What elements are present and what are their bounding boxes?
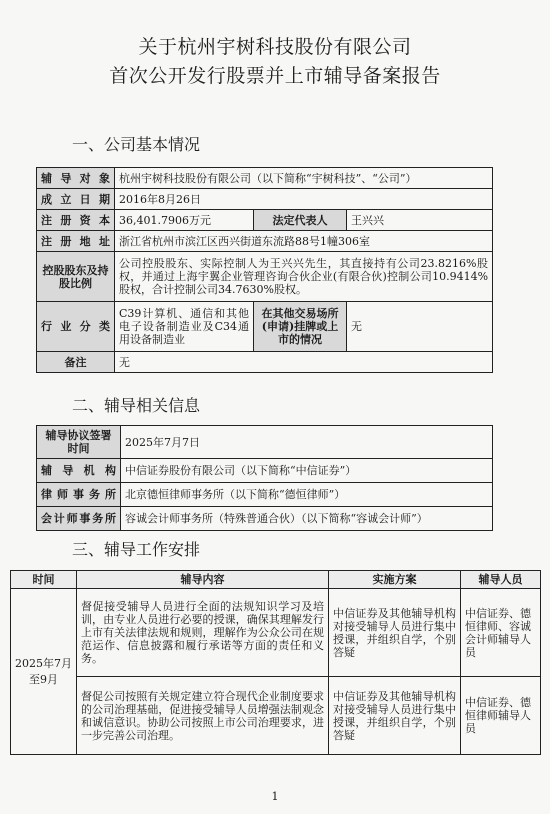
subject-label: 辅导对象 xyxy=(37,168,115,189)
table-row xyxy=(37,459,493,483)
table-row xyxy=(37,483,493,507)
controller-label: 控股股东及持股比例 xyxy=(37,252,115,302)
subject-value: 杭州宇树科技股份有限公司（以下简称“宇树科技”、“公司”） xyxy=(115,168,493,189)
content-cell: 督促公司按照有关规定建立符合现代企业制度要求的公司治理基础，促进接受辅导人员增强法制观念和诚信意识。协助公司按照上市公司治理要求，进一步完善公司治理。 xyxy=(77,677,329,755)
remarks-label: 备注 xyxy=(37,352,115,373)
table-row xyxy=(11,677,541,755)
other-exchange-label: 在其他交易场所(申请)挂牌或上市的情况 xyxy=(254,302,347,352)
header-time: 时间 xyxy=(11,571,77,589)
section3-heading: 三、辅导工作安排 xyxy=(72,540,201,559)
section1-heading: 一、公司基本情况 xyxy=(72,135,201,154)
table-row xyxy=(37,189,493,210)
header-content: 辅导内容 xyxy=(77,571,329,589)
founded-value: 2016年8月26日 xyxy=(115,189,493,210)
legal-rep-label: 法定代表人 xyxy=(254,210,347,231)
staff-cell: 中信证券、德恒律师辅导人员 xyxy=(461,677,541,755)
other-exchange-value: 无 xyxy=(347,302,493,352)
address-value: 浙江省杭州市滨江区西兴街道东流路88号1幢306室 xyxy=(115,231,493,252)
industry-label: 行业分类 xyxy=(37,302,115,352)
table-row xyxy=(11,571,541,589)
legal-rep-value: 王兴兴 xyxy=(347,210,493,231)
page-number: 1 xyxy=(271,790,279,803)
capital-label: 注册资本 xyxy=(37,210,115,231)
institution-value: 中信证券股份有限公司（以下简称“中信证券”） xyxy=(121,459,493,483)
header-plan: 实施方案 xyxy=(329,571,461,589)
founded-label: 成立日期 xyxy=(37,189,115,210)
remarks-value: 无 xyxy=(115,352,493,373)
law-firm-label: 律师事务所 xyxy=(37,483,121,507)
controller-value: 公司控股股东、实际控制人为王兴兴先生，其直接持有公司23.8216%股权，并通过上海宇翼企业管理咨询合伙企业(有限合伙)控制公司10.9414%股权，合计控制公司34.7630%股权。 xyxy=(115,252,493,302)
accounting-value: 容诚会计师事务所（特殊普通合伙）（以下简称“容诚会计师”） xyxy=(121,507,493,531)
table-row xyxy=(37,352,493,373)
capital-value: 36,401.7906万元 xyxy=(115,210,254,231)
table-row xyxy=(37,168,493,189)
accounting-label: 会计师事务所 xyxy=(37,507,121,531)
table-row xyxy=(37,302,493,352)
table-row xyxy=(11,589,541,677)
agreement-label: 辅导协议签署时间 xyxy=(37,426,121,459)
address-label: 注册地址 xyxy=(37,231,115,252)
table-row xyxy=(37,507,493,531)
header-staff: 辅导人员 xyxy=(461,571,541,589)
staff-cell: 中信证券、德恒律师、容诚会计师辅导人员 xyxy=(461,589,541,677)
institution-label: 辅导机构 xyxy=(37,459,121,483)
plan-cell: 中信证券及其他辅导机构对接受辅导人员进行集中授课，并组织自学，个别答疑 xyxy=(329,677,461,755)
time-value: 2025年7月至9月 xyxy=(11,589,77,755)
table-row xyxy=(37,210,493,231)
counseling-info-table xyxy=(36,425,493,531)
section2-heading: 二、辅导相关信息 xyxy=(72,396,201,415)
company-info-table xyxy=(36,167,493,373)
agreement-value: 2025年7月7日 xyxy=(121,426,493,459)
report-title-line1: 关于杭州宇树科技股份有限公司 xyxy=(138,36,412,58)
table-row xyxy=(37,426,493,459)
table-row xyxy=(37,252,493,302)
plan-cell: 中信证券及其他辅导机构对接受辅导人员进行集中授课，并组织自学，个别答疑 xyxy=(329,589,461,677)
work-schedule-table xyxy=(10,570,541,755)
report-title-line2: 首次公开发行股票并上市辅导备案报告 xyxy=(109,65,441,87)
law-firm-value: 北京德恒律师事务所（以下简称“德恒律师”） xyxy=(121,483,493,507)
industry-value: C39计算机、通信和其他电子设备制造业及C34通用设备制造业 xyxy=(115,302,254,352)
table-row xyxy=(37,231,493,252)
content-cell: 督促接受辅导人员进行全面的法规知识学习及培训，由专业人员进行必要的授课，确保其理解发行上市有关法律法规和规则，理解作为公众公司在规范运作、信息披露和履行承诺等方面的责任和义务。 xyxy=(77,589,329,677)
